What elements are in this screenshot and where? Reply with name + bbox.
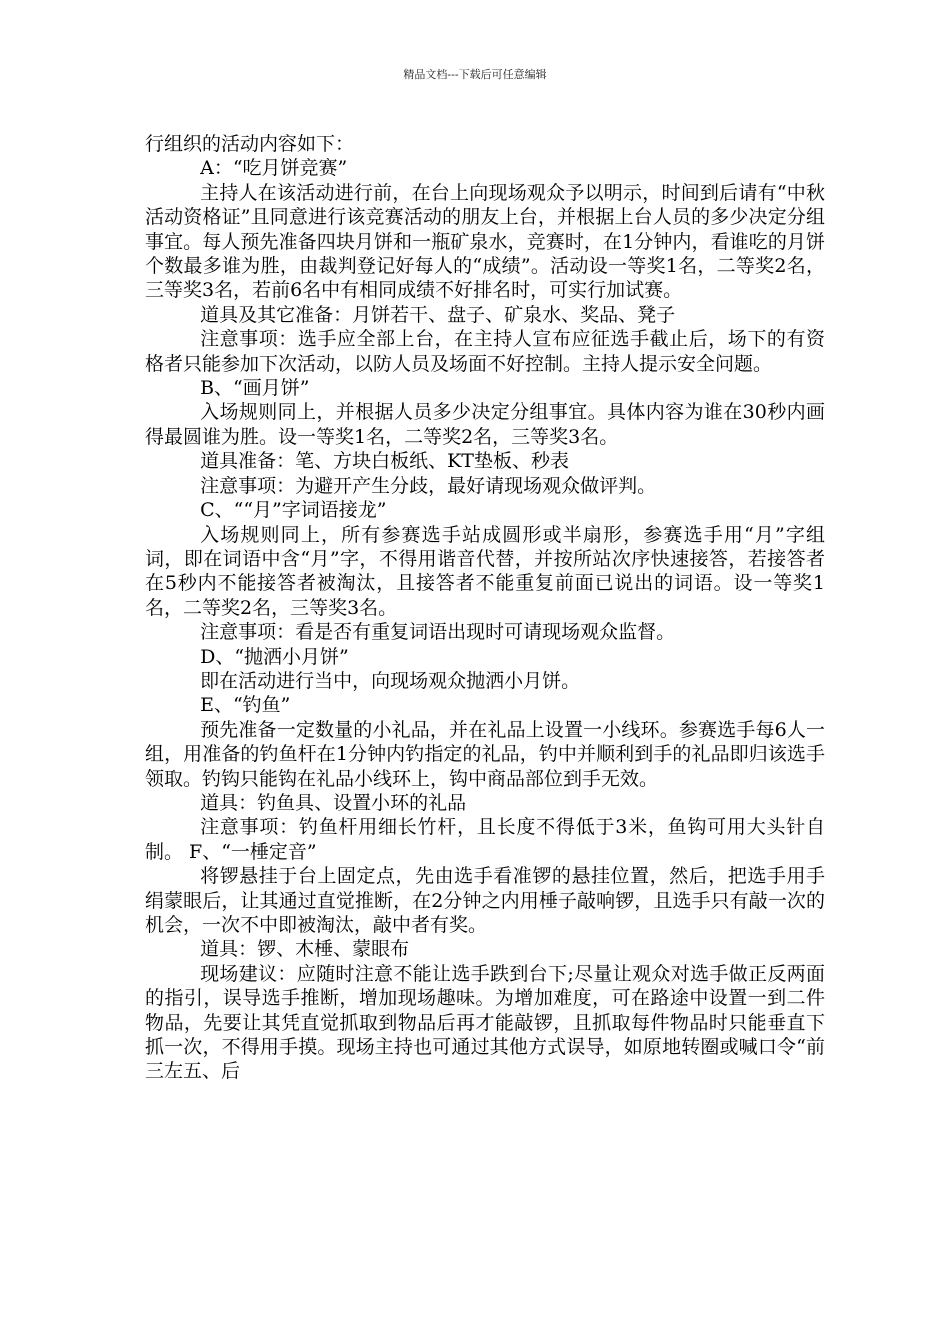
document-body [145,132,825,1084]
paragraph: 道具：钓鱼具、设置小环的礼品 [200,791,467,814]
paragraph: 入场规则同上，并根据人员多少决定分组事宜。具体内容为谁在30秒内画得最圆谁为胜。设一等奖1名，二等奖2名，三等奖3名。 [145,401,825,448]
paragraph: C、““月”字词语接龙” [200,499,387,522]
paragraph: B、“画月饼” [200,377,310,400]
paragraph: 道具准备：笔、方块白板纸、KT垫板、秒表 [200,450,569,473]
paragraph: 道具及其它准备：月饼若干、盘子、矿泉水、奖品、凳子 [200,303,676,326]
paragraph: A：“吃月饼竞赛” [200,157,348,180]
paragraph: E、“钓鱼” [200,694,291,717]
paragraph: 主持人在该活动进行前，在台上向现场观众予以明示，时间到后请有“中秋活动资格证”且同意进行该竞赛活动的朋友上台，并根据上台人员的多少决定分组事宜。每人预先准备四块月饼和一瓶矿泉水，竞赛时，在1分钟内，看谁吃的月饼个数最多谁为胜，由裁判登记好每人的“成绩”。活动设一等奖1名，二等奖2名，三等奖3名，若前6名中有相同成绩不好排名时，可实行加试赛。 [145,181,825,302]
paragraph: 注意事项：看是否有重复词语出现时可请现场观众监督。 [200,621,676,644]
paragraph: 将锣悬挂于台上固定点，先由选手看准锣的悬挂位置，然后，把选手用手绢蒙眼后，让其通过直觉推断，在2分钟之内用棰子敲响锣，且选手只有敲一次的机会，一次不中即被淘汰，敲中者有奖。 [145,865,825,936]
paragraph: 预先准备一定数量的小礼品，并在礼品上设置一小线环。参赛选手每6人一组，用准备的钓鱼杆在1分钟内钓指定的礼品，钓中并顺利到手的礼品即归该选手领取。钓钩只能钩在礼品小线环上，钩中商品部位到手无效。 [145,718,825,790]
paragraph: 行组织的活动内容如下： [145,133,355,155]
paragraph: 现场建议：应随时注意不能让选手跌到台下;尽量让观众对选手做正反两面的指引，误导选手推断，增加现场趣味。为增加难度，可在路途中设置一到二件物品，先要让其凭直觉抓取到物品后再才能敲锣，且抓取每件物品时只能垂直下抓一次，不得用手摸。现场主持也可通过其他方式误导，如原地转圈或喊口令“前三左五、后 [145,962,825,1083]
paragraph: 注意事项：选手应全部上台，在主持人宣布应征选手截止后，场下的有资格者只能参加下次活动，以防人员及场面不好控制。主持人提示安全问题。 [145,328,825,375]
page-header: 精品文档---下载后可任意编辑 [403,68,547,81]
paragraph: 注意事项：钓鱼杆用细长竹杆，且长度不得低于3米，鱼钩可用大头针自制。 F、“一棰定音” [145,816,825,863]
paragraph: 入场规则同上，所有参赛选手站成圆形或半扇形，参赛选手用“月”字组词，即在词语中含“月”字，不得用谐音代替，并按所站次序快速接答，若接答者在5秒内不能接答者被淘汰，且接答者不能重复前面已说出的词语。设一等奖1名，二等奖2名，三等奖3名。 [145,523,825,619]
paragraph: 即在活动进行当中，向现场观众抛洒小月饼。 [200,669,581,692]
paragraph: 道具：锣、木棰、蒙眼布 [200,938,410,961]
paragraph: D、“抛洒小月饼” [200,645,349,668]
paragraph: 注意事项：为避开产生分歧，最好请现场观众做评判。 [200,474,657,497]
